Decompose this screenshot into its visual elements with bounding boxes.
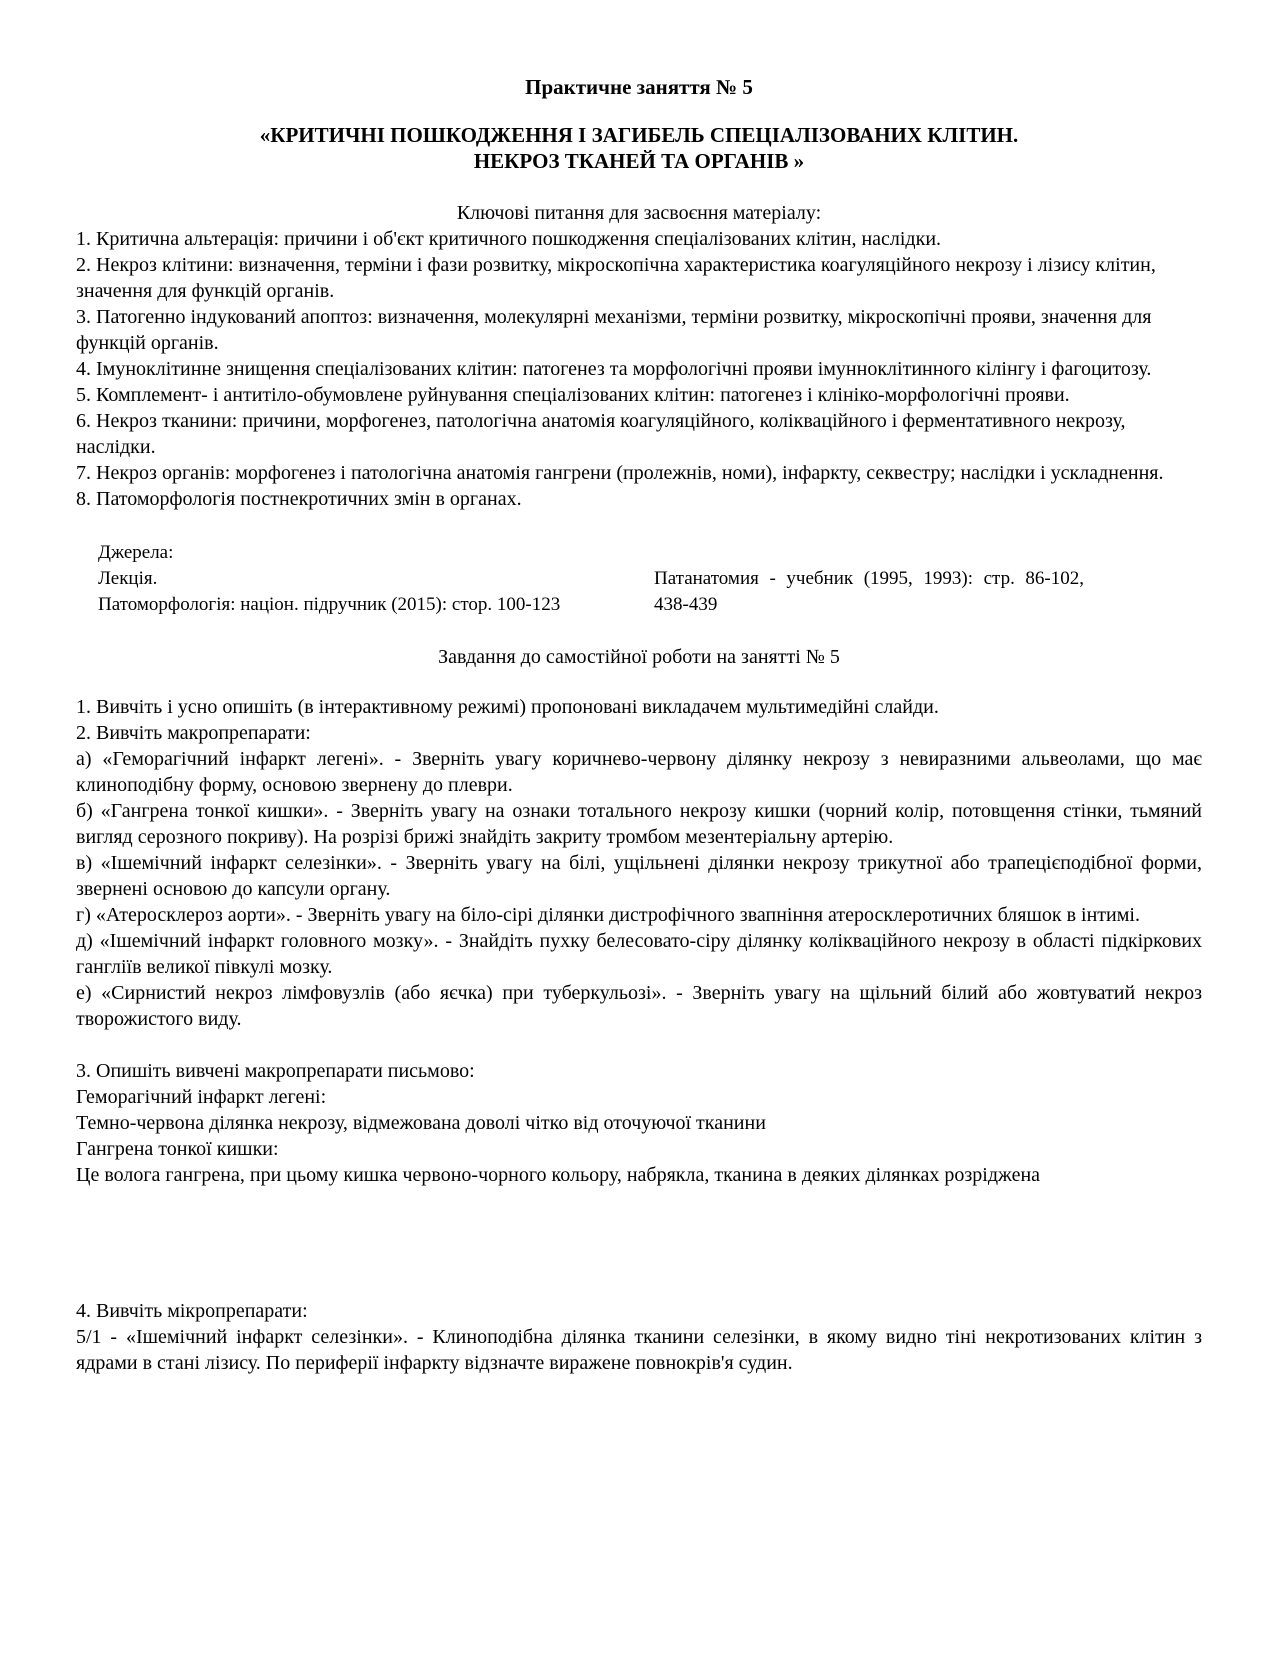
sources-heading: Джерела: (98, 542, 174, 563)
task-item: б) «Гангрена тонкої кишки». - Зверніть увагу на ознаки тотального некрозу кишки (чорний колір, потовщення стінки, тьмяний вигляд серозного покриву). На розрізі брижі знайдіть закриту тромбом мезентеріальну артерію. (76, 800, 1202, 848)
task-item: а) «Геморагічний інфаркт легені». - Зверніть увагу коричнево-червону ділянку некрозу з невиразними альвеолами, що має клиноподібну форму, основою звернену до плеври. (76, 748, 1202, 796)
key-question-item: 4. Імуноклітинне знищення спеціалізованих клітин: патогенез та морфологічні прояви імунноклітинного кілінгу і фагоцитозу. (76, 358, 1152, 380)
key-question-item: 3. Патогенно індукований апоптоз: визначення, молекулярні механізми, терміни розвитку, мікроскопічні прояви, значення для функцій органів. (76, 306, 1152, 354)
document-page (76, 74, 1202, 1376)
task-item: 1. Вивчіть і усно опишіть (в інтерактивному режимі) пропоновані викладачем мультимедійні слайди. (76, 696, 939, 718)
micro-heading: 4. Вивчіть мікропрепарати: (76, 1300, 308, 1322)
tasks-heading: Завдання до самостійної роботи на занятті № 5 (438, 646, 840, 668)
key-questions-heading: Ключові питання для засвоєння матеріалу: (456, 202, 822, 224)
source-textbook: Патоморфологія: націон. підручник (2015): стор. 100-123 (98, 594, 561, 615)
written-description-block (76, 1058, 1202, 1188)
written-item: Гангрена тонкої кишки: (76, 1138, 279, 1160)
source-patanatomy: Патанатомия - учебник (1995, 1993): стр. 86-102, 438-439 (654, 568, 1084, 615)
task-item: е) «Сирнистий некроз лімфовузлів (або яєчка) при туберкульозі». - Зверніть увагу на щільний білий або жовтуватий некроз творожистого виду. (76, 982, 1202, 1030)
micro-item: 5/1 - «Ішемічний інфаркт селезінки». - Клиноподібна ділянка тканини селезінки, в якому видно тіні некротизованих клітин з ядрами в стані лізису. По периферії інфаркту відзначте виражене повнокрів'я судин. (76, 1326, 1202, 1374)
micro-block (76, 1298, 1202, 1376)
key-question-item: 6. Некроз тканини: причини, морфогенез, патологічна анатомія коагуляційного, колікваційного і ферментативного некрозу, наслідки. (76, 410, 1126, 458)
key-question-item: 2. Некроз клітини: визначення, терміни і фази розвитку, мікроскопічна характеристика коагуляційного некрозу і лізису клітин, значення для функцій органів. (76, 254, 1156, 302)
source-lecture: Лекція. (98, 568, 158, 589)
written-item: Це волога гангрена, при цьому кишка червоно-чорного кольору, набрякла, тканина в деяких ділянках розріджена (76, 1164, 1041, 1186)
tasks-list (76, 694, 1202, 1032)
sources-block (98, 540, 1202, 618)
written-item: Темно-червона ділянка некрозу, відмежована доволі чітко від оточуючої тканини (76, 1112, 766, 1134)
task-item: д) «Ішемічний інфаркт головного мозку». - Знайдіть пухку белесовато-сіру ділянку колікваційного некрозу в області підкіркових гангліїв великої півкулі мозку. (76, 930, 1202, 978)
topic-title-line-2: НЕКРОЗ ТКАНЕЙ ТА ОРГАНІВ » (473, 149, 805, 173)
page-title: Практичне заняття № 5 (525, 75, 753, 99)
written-item: Геморагічний інфаркт легені: (76, 1086, 327, 1108)
key-questions-list (76, 226, 1202, 512)
key-question-item: 8. Патоморфологія постнекротичних змін в органах. (76, 488, 522, 510)
task-item: 2. Вивчіть макропрепарати: (76, 722, 311, 744)
topic-title-line-1: «КРИТИЧНІ ПОШКОДЖЕННЯ І ЗАГИБЕЛЬ СПЕЦІАЛІЗОВАНИХ КЛІТИН. (259, 123, 1019, 147)
key-question-item: 5. Комплемент- і антитіло-обумовлене руйнування спеціалізованих клітин: патогенез і клініко-морфологічні прояви. (76, 384, 1070, 406)
topic-title (76, 122, 1202, 174)
written-item: 3. Опишіть вивчені макропрепарати письмово: (76, 1060, 475, 1082)
sources-row (98, 566, 1202, 618)
task-item: в) «Ішемічний інфаркт селезінки». - Зверніть увагу на білі, ущільнені ділянки некрозу трикутної або трапецієподібної форми, звернені основою до капсули органу. (76, 852, 1202, 900)
key-question-item: 7. Некроз органів: морфогенез і патологічна анатомія гангрени (пролежнів, номи), інфаркту, секвестру; наслідки і ускладнення. (76, 462, 1164, 484)
key-question-item: 1. Критична альтерація: причини і об'єкт критичного пошкодження спеціалізованих клітин, наслідки. (76, 228, 942, 250)
sources-left-column (98, 566, 654, 618)
task-item: г) «Атеросклероз аорти». - Зверніть увагу на біло-сірі ділянки дистрофічного звапніння атеросклеротичних бляшок в інтимі. (76, 904, 1140, 926)
